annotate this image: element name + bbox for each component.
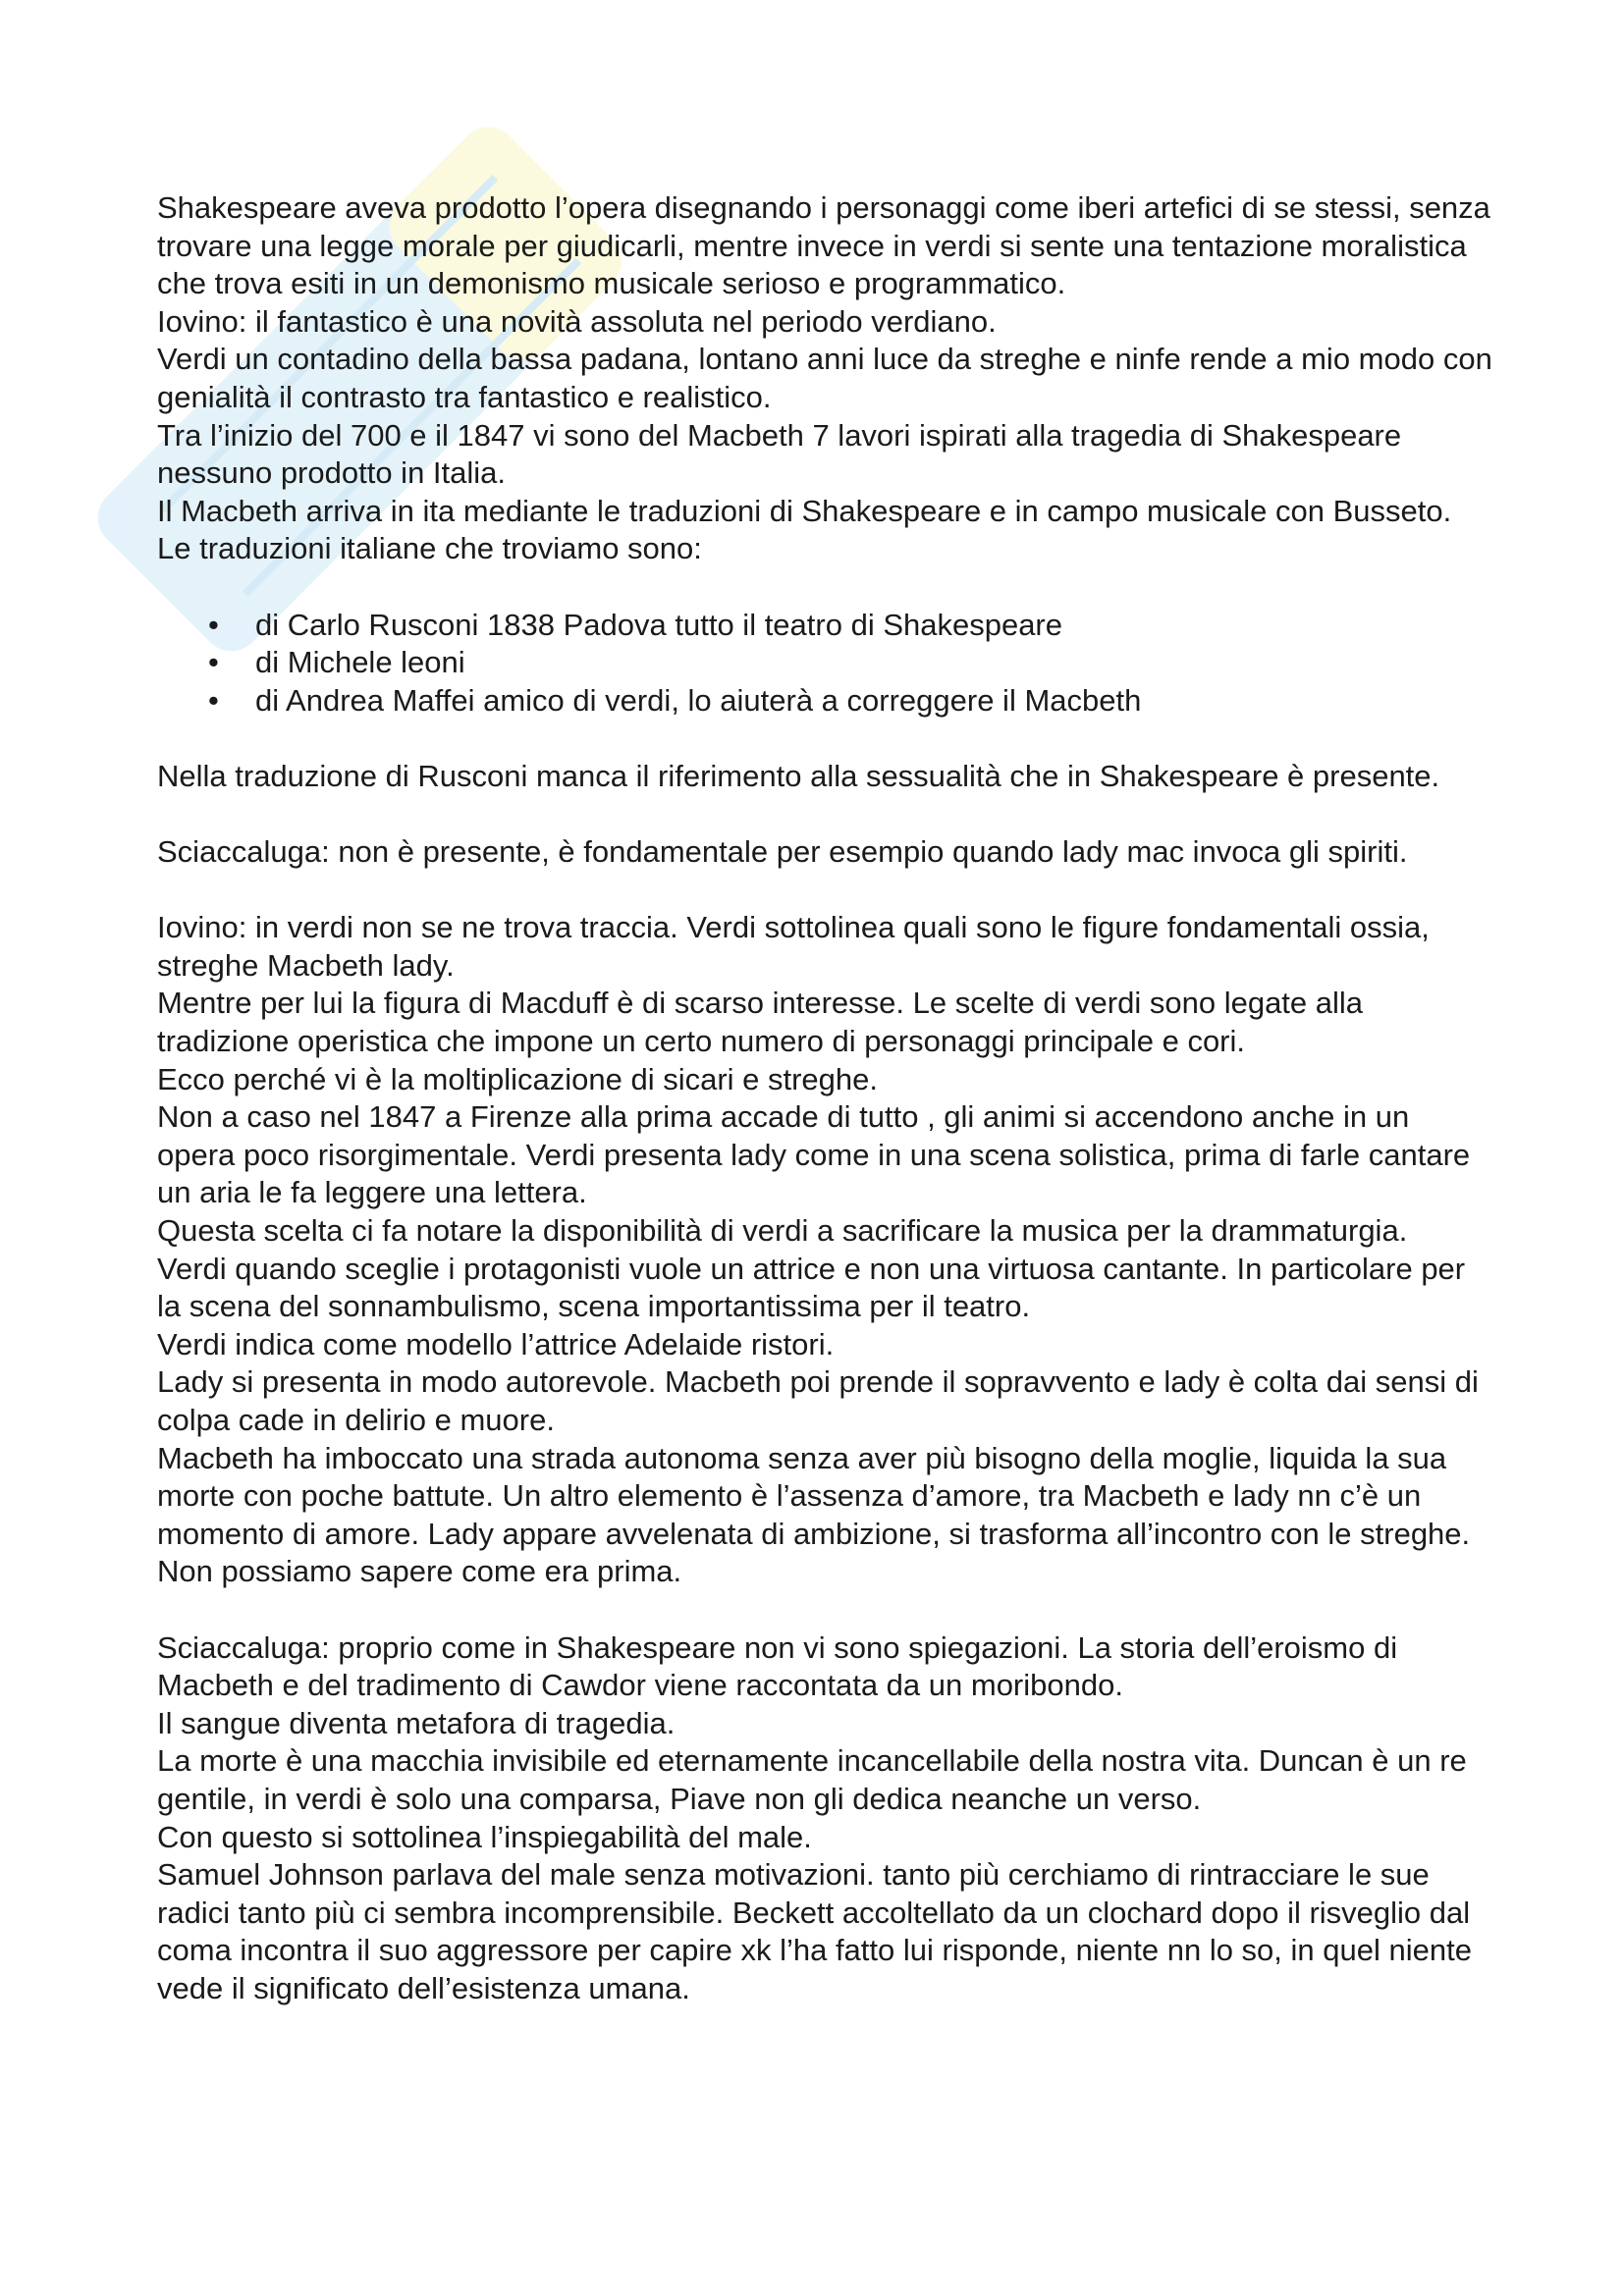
paragraph-spacer [157, 1591, 1492, 1629]
list-item-text: di Carlo Rusconi 1838 Padova tutto il teatro di Shakespeare [255, 607, 1062, 642]
paragraph: Sciaccaluga: proprio come in Shakespeare non vi sono spiegazioni. La storia dell’eroismo di Macbeth e del tradimento di Cawdor viene raccontata da un moribondo. [157, 1629, 1398, 1703]
bullet-icon: • [208, 645, 219, 680]
paragraph: Verdi un contadino della bassa padana, lontano anni luce da streghe e ninfe rende a mio modo con genialità il contrasto tra fantastico e realistico. [157, 342, 1492, 414]
paragraph: Il sangue diventa metafora di tragedia. [157, 1705, 676, 1740]
bullet-icon: • [208, 607, 219, 642]
paragraph: Macbeth ha imboccato una strada autonoma senza aver più bisogno della moglie, liquida la sua morte con poche battute. Un altro elemento è l’assenza d’amore, tra Macbeth e lady nn c’è un momento di amore. Lady appare avvelenata di ambizione, si trasforma all’incontro con le streghe. Non possiamo sapere come era prima. [157, 1440, 1471, 1589]
paragraph: La morte è una macchia invisibile ed eternamente incancellabile della nostra vita. Duncan è un re gentile, in verdi è solo una comparsa, Piave non gli dedica neanche un verso. [157, 1743, 1467, 1816]
paragraph: Shakespeare aveva prodotto l’opera disegnando i personaggi come iberi artefici di se stessi, senza trovare una legge morale per giudicarli, mentre invece in verdi si sente una tentazione moralistica che trova esiti in un demonismo musicale serioso e programmatico. [157, 190, 1490, 301]
paragraph: Con questo si sottolinea l’inspiegabilità del male. [157, 1819, 812, 1854]
list-item-text: di Andrea Maffei amico di verdi, lo aiuterà a correggere il Macbeth [255, 682, 1142, 718]
paragraph: Non a caso nel 1847 a Firenze alla prima accade di tutto , gli animi si accendono anche in un opera poco risorgimentale. Verdi presenta lady come in una scena solistica, prima di farle cantare un aria le fa leggere una lettera. [157, 1099, 1471, 1210]
paragraph: Lady si presenta in modo autorevole. Macbeth poi prende il sopravvento e lady è colta dai sensi di colpa cade in delirio e muore. [157, 1364, 1479, 1437]
list-item [157, 607, 1492, 645]
paragraph: Iovino: in verdi non se ne trova traccia. Verdi sottolinea quali sono le figure fondamentali ossia, streghe Macbeth lady. [157, 910, 1430, 983]
paragraph-spacer [157, 796, 1492, 834]
paragraph: Verdi quando sceglie i protagonisti vuole un attrice e non una virtuosa cantante. In particolare per la scena del sonnambulismo, scena importantissima per il teatro. [157, 1251, 1466, 1324]
paragraph: Sciaccaluga: non è presente, è fondamentale per esempio quando lady mac invoca gli spiriti. [157, 834, 1408, 870]
list-item [157, 682, 1492, 721]
paragraph: Nella traduzione di Rusconi manca il riferimento alla sessualità che in Shakespeare è presente. [157, 758, 1440, 793]
paragraph: Questa scelta ci fa notare la disponibilità di verdi a sacrificare la musica per la drammaturgia. [157, 1213, 1408, 1249]
bullet-icon: • [208, 682, 219, 718]
paragraph: Mentre per lui la figura di Macduff è di scarso interesse. Le scelte di verdi sono legate alla tradizione operistica che impone un certo numero di personaggi principale e cori. [157, 986, 1364, 1059]
paragraph: Ecco perché vi è la moltiplicazione di sicari e streghe. [157, 1061, 879, 1096]
list-item [157, 644, 1492, 682]
paragraph: Iovino: il fantastico è una novità assoluta nel periodo verdiano. [157, 303, 997, 339]
paragraph: Samuel Johnson parlava del male senza motivazioni. tanto più cerchiamo di rintracciare le sue radici tanto più ci sembra incomprensibile. Beckett accoltellato da un clochard dopo il risveglio dal coma incontra il suo aggressore per capire xk l’ha fatto lui risponde, niente nn lo so, in quel niente vede il significato dell’esistenza umana. [157, 1857, 1472, 2005]
list-item-text: di Michele leoni [255, 645, 465, 680]
paragraph: Verdi indica come modello l’attrice Adelaide ristori. [157, 1326, 835, 1362]
paragraph-spacer [157, 720, 1492, 758]
paragraph: Tra l’inizio del 700 e il 1847 vi sono del Macbeth 7 lavori ispirati alla tragedia di Shakespeare nessuno prodotto in Italia. [157, 417, 1402, 491]
paragraph-spacer [157, 872, 1492, 910]
paragraph: Il Macbeth arriva in ita mediante le traduzioni di Shakespeare e in campo musicale con Busseto. Le traduzioni italiane che troviamo sono: [157, 493, 1452, 566]
paragraph-spacer [157, 568, 1492, 607]
translations-list [157, 607, 1492, 721]
document-body [157, 189, 1492, 2008]
